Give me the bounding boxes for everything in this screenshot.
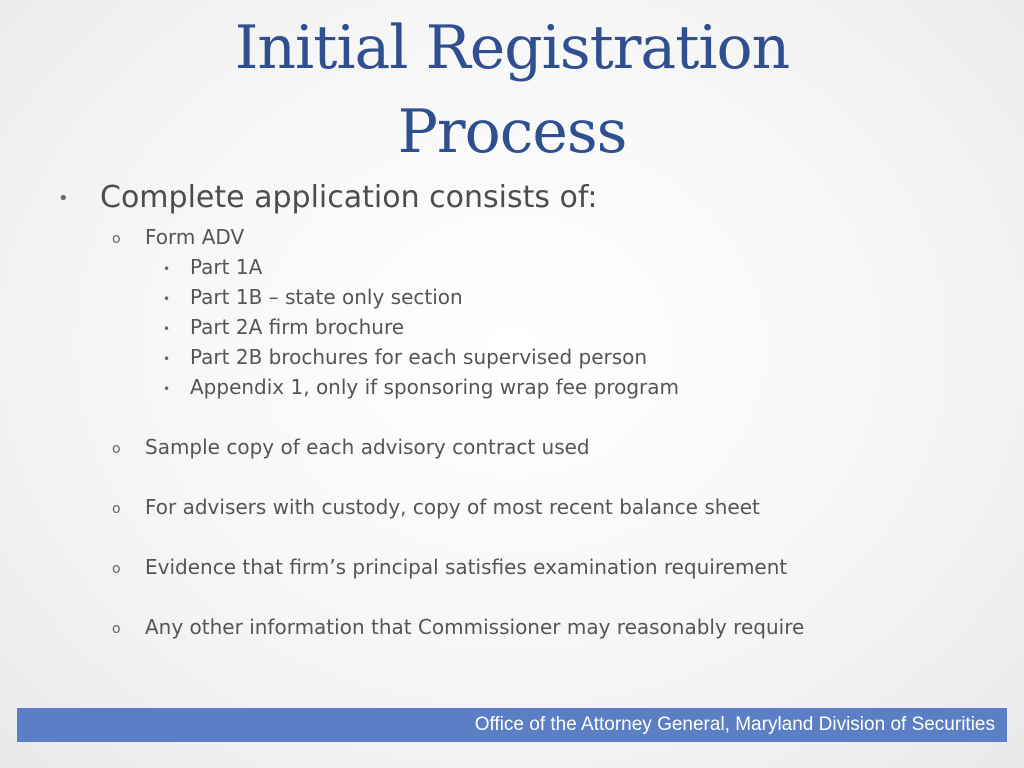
bullet-dot-icon: • — [163, 381, 171, 396]
sub-item — [112, 615, 804, 639]
sub-item — [112, 435, 590, 459]
bullet-main — [58, 180, 597, 215]
form-part-item — [163, 285, 463, 309]
circle-bullet-icon: o — [112, 500, 121, 517]
form-part-text: Part 1B – state only section — [190, 285, 463, 309]
form-part-item — [163, 255, 262, 279]
circle-bullet-icon: o — [112, 620, 121, 637]
form-part-text: Appendix 1, only if sponsoring wrap fee program — [190, 375, 680, 399]
sub-item-text: Evidence that firm’s principal satisfies examination requirement — [145, 555, 788, 579]
slide-title-line-1: Initial Registration — [234, 13, 790, 83]
bullet-dot-icon: • — [58, 188, 69, 209]
form-part-text: Part 1A — [190, 255, 263, 279]
sub-item — [112, 495, 760, 519]
sub-item-text: Sample copy of each advisory contract used — [145, 435, 590, 459]
footer-text: Office of the Attorney General, Maryland Division of Securities — [474, 714, 995, 735]
slide-title-line-2: Process — [397, 97, 627, 167]
circle-bullet-icon: o — [112, 560, 121, 577]
bullet-dot-icon: • — [163, 351, 171, 366]
form-part-item — [163, 315, 404, 339]
sub-item-form-adv — [112, 225, 244, 249]
sub-item-text: For advisers with custody, copy of most recent balance sheet — [145, 495, 760, 519]
bullet-dot-icon: • — [163, 321, 171, 336]
bullet-dot-icon: • — [163, 261, 171, 276]
bullet-main-text: Complete application consists of: — [100, 180, 598, 215]
form-part-item — [163, 375, 679, 399]
sub-item-text: Any other information that Commissioner may reasonably require — [145, 615, 805, 639]
form-part-text: Part 2B brochures for each supervised person — [190, 345, 648, 369]
sub-item-text: Form ADV — [145, 225, 245, 249]
circle-bullet-icon: o — [112, 440, 121, 457]
sub-item — [112, 555, 787, 579]
circle-bullet-icon: o — [112, 230, 121, 247]
footer-bar — [17, 708, 1007, 742]
form-part-item — [163, 345, 647, 369]
form-part-text: Part 2A firm brochure — [190, 315, 405, 339]
bullet-dot-icon: • — [163, 291, 171, 306]
